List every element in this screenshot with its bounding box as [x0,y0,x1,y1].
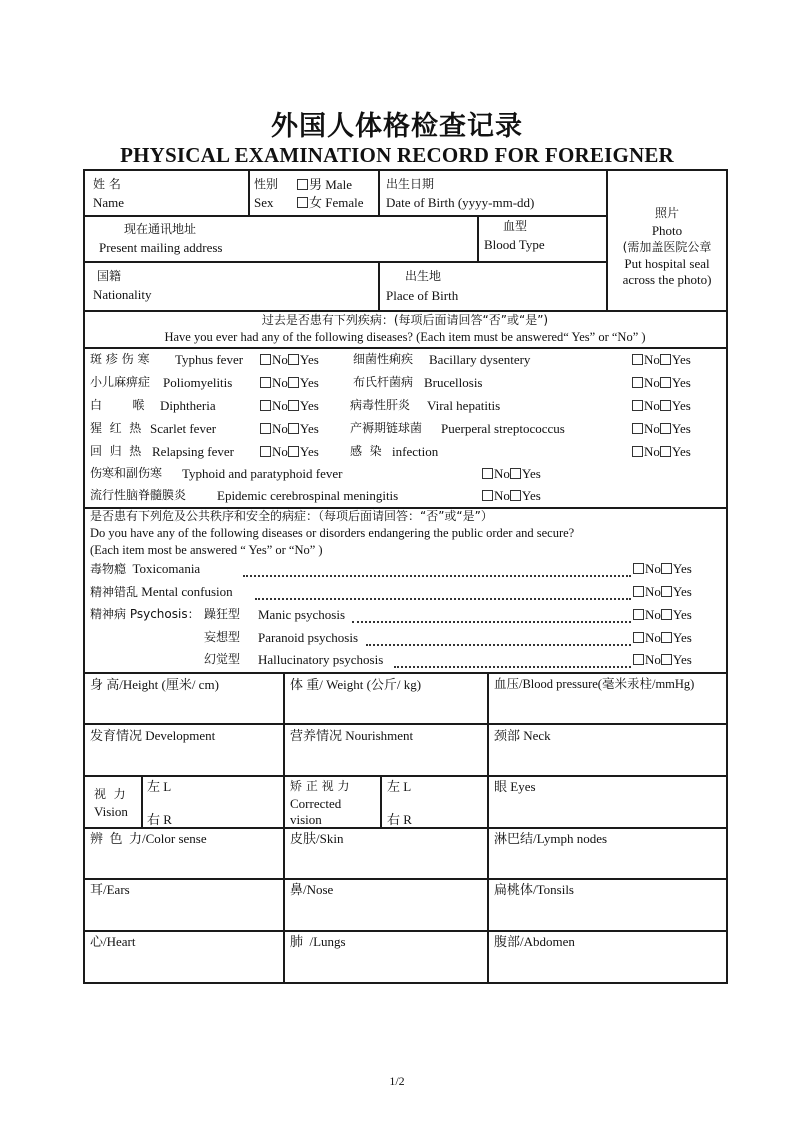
condition-name-en: Toxicomania [132,561,201,576]
leader-dots [352,604,631,623]
checkbox-icon[interactable] [661,563,672,574]
corrected-left-field[interactable]: 左 L [387,779,412,794]
condition-name-cn: 幻觉型 [204,652,241,666]
photo-note-cn: (需加盖医院公章 [622,240,712,254]
yes-label: Yes [672,561,692,576]
yes-label: Yes [299,421,319,436]
no-label: No [494,488,510,503]
no-label: No [272,352,288,367]
yes-label: Yes [671,375,691,390]
checkbox-icon[interactable] [660,446,671,457]
dob-label-en: Date of Birth (yyyy-mm-dd) [386,195,535,210]
disease-name-en: Puerperal streptococcus [441,421,565,436]
lymph-nodes-field[interactable]: 淋巴结/Lymph nodes [494,831,608,846]
disease-header-cn: 过去是否患有下列疾病：(每项后面请回答“否”或“是”) [261,313,549,327]
checkbox-icon[interactable] [632,423,643,434]
sex-female-checkbox[interactable] [297,194,364,211]
disease-answer[interactable] [632,351,691,368]
disease-answer[interactable] [260,443,319,460]
photo-label-en: Photo [651,223,683,238]
vision-label-en: Vision [94,804,128,819]
checkbox-icon[interactable] [660,377,671,388]
checkbox-icon[interactable] [661,609,672,620]
disease-answer[interactable] [632,443,691,460]
checkbox-icon[interactable] [288,377,299,388]
leader-dots [366,627,631,646]
disease-name-cn: 感 染 [350,444,382,458]
neck-field[interactable]: 颈部 Neck [494,728,551,743]
condition-answer[interactable] [633,606,692,623]
checkbox-icon[interactable] [661,632,672,643]
no-label: No [644,421,660,436]
checkbox-icon[interactable] [260,377,271,388]
checkbox-icon[interactable] [661,586,672,597]
no-label: No [645,561,661,576]
eyes-field[interactable]: 眼 Eyes [494,779,536,794]
checkbox-icon[interactable] [510,490,521,501]
checkbox-icon[interactable] [260,400,271,411]
condition-name-cn: 精神错乱 [90,585,139,599]
condition-answer[interactable] [633,651,692,668]
checkbox-icon[interactable] [632,354,643,365]
checkbox-icon[interactable] [288,423,299,434]
disease-name-cn: 斑 疹 伤 寒 [90,352,150,366]
photo-label-cn: 照片 [654,206,679,220]
disease-name-cn: 回 归 热 [90,444,142,458]
checkbox-icon[interactable] [288,354,299,365]
disease-answer[interactable] [632,420,691,437]
disease-name-cn: 病毒性肝炎 [350,398,411,412]
sex-male-label: 男 Male [309,177,352,192]
condition-name-cn: 毒物瘾 [90,562,127,576]
disease-answer[interactable] [260,351,319,368]
page-title-en: PHYSICAL EXAMINATION RECORD FOR FOREIGNER [120,143,674,167]
leader-dots [243,558,631,577]
disease-answer[interactable] [482,465,541,482]
color-sense-field[interactable]: 辨 色 力/Color sense [90,831,207,846]
checkbox-icon[interactable] [660,354,671,365]
checkbox-icon[interactable] [632,446,643,457]
checkbox-icon[interactable] [260,423,271,434]
nationality-label-en: Nationality [93,287,152,302]
condition-name-cn: 妄想型 [204,630,241,644]
public-order-header-en-1: Do you have any of the following diseases or disorders endangering the public order and secure? [90,526,575,540]
psychosis-prefix: 精神病 Psychosis： [90,607,200,621]
no-label: No [272,375,288,390]
yes-label: Yes [671,444,691,459]
yes-label: Yes [671,398,691,413]
disease-name-cn: 小儿麻痹症 [90,375,151,389]
yes-label: Yes [672,584,692,599]
leader-dots [394,649,631,668]
disease-name-en: Brucellosis [424,375,483,390]
disease-name-en: Diphtheria [160,398,216,413]
disease-answer[interactable] [260,420,319,437]
yes-label: Yes [671,352,691,367]
corrected-vision-label-en-1: Corrected [290,796,342,811]
abdomen-field[interactable]: 腹部/Abdomen [494,934,575,949]
nationality-label-cn: 国籍 [97,269,122,283]
disease-name-cn: 布氏杆菌病 [353,375,414,389]
no-label: No [644,375,660,390]
ears-field[interactable]: 耳/Ears [90,882,130,897]
disease-name-en: Bacillary dysentery [429,352,531,367]
no-label: No [644,444,660,459]
skin-field[interactable]: 皮肤/Skin [290,831,344,846]
birthplace-label-en: Place of Birth [386,288,459,303]
vision-label-cn: 视 力 [94,787,126,801]
disease-answer[interactable] [632,374,691,391]
yes-label: Yes [671,421,691,436]
disease-name-en: Epidemic cerebrospinal meningitis [217,488,399,503]
checkbox-icon[interactable] [288,400,299,411]
checkbox-icon[interactable] [260,354,271,365]
disease-name-cn: 白 喉 [90,398,145,412]
condition-answer[interactable] [633,583,692,600]
no-label: No [494,466,510,481]
corrected-vision-label-cn: 矫 正 视 力 [290,779,350,793]
photo-note-en-1: Put hospital seal [624,256,710,271]
disease-answer[interactable] [632,397,691,414]
checkbox-icon[interactable] [633,654,644,665]
blood-type-label-cn: 血型 [503,219,528,233]
corrected-right-field[interactable]: 右 R [387,812,412,827]
no-label: No [644,352,660,367]
page-number: 1/2 [389,1074,405,1088]
checkbox-icon[interactable] [482,468,493,479]
checkbox-icon[interactable] [510,468,521,479]
disease-name-cn: 猩 红 热 [90,421,142,435]
public-order-header-en-2: (Each item most be answered “ Yes” or “No” ) [90,543,323,557]
disease-name-cn: 伤寒和副伤寒 [90,466,163,480]
checkbox-icon[interactable] [632,377,643,388]
birthplace-label-cn: 出生地 [405,269,442,283]
no-label: No [645,607,661,622]
checkbox-icon[interactable] [633,609,644,620]
no-label: No [272,398,288,413]
condition-name-en: Manic psychosis [258,607,346,622]
nose-field[interactable]: 鼻/Nose [290,882,334,897]
name-label-en: Name [93,195,125,210]
no-label: No [272,421,288,436]
yes-label: Yes [672,607,692,622]
checkbox-icon[interactable] [632,400,643,411]
checkbox-icon[interactable] [633,632,644,643]
development-field[interactable]: 发育情况 Development [90,728,216,743]
disease-answer[interactable] [482,487,541,504]
checkbox-icon [297,179,308,190]
no-label: No [644,398,660,413]
height-field[interactable]: 身 高/Height (厘米/ cm) [90,677,219,692]
sex-female-label: 女 Female [309,195,364,210]
no-label: No [645,630,661,645]
yes-label: Yes [299,444,319,459]
address-label-en: Present mailing address [99,240,223,255]
condition-label [90,560,200,578]
yes-label: Yes [521,488,541,503]
yes-label: Yes [299,398,319,413]
disease-answer[interactable] [260,374,319,391]
disease-name-cn: 细菌性痢疾 [353,352,414,366]
checkbox-icon[interactable] [633,563,644,574]
checkbox-icon[interactable] [660,423,671,434]
disease-name-en: Relapsing fever [152,444,234,459]
condition-answer[interactable] [633,629,692,646]
vision-left-field[interactable]: 左 L [147,779,172,794]
tonsils-field[interactable]: 扁桃体/Tonsils [494,882,574,897]
disease-name-en: Viral hepatitis [427,398,501,413]
page-title-cn: 外国人体格检查记录 [271,111,523,142]
disease-name-en: Typhoid and paratyphoid fever [182,466,343,481]
yes-label: Yes [672,630,692,645]
disease-name-cn: 流行性脑脊髓膜炎 [90,488,187,502]
checkbox-icon[interactable] [288,446,299,457]
condition-name-en: Paranoid psychosis [258,630,359,645]
sex-label-cn: 性别 [254,177,279,191]
dob-label-cn: 出生日期 [386,177,435,191]
no-label: No [645,584,661,599]
checkbox-icon[interactable] [260,446,271,457]
condition-label [90,583,233,601]
photo-note-en-2: across the photo) [622,272,712,287]
disease-name-en: infection [392,444,439,459]
checkbox-icon[interactable] [633,586,644,597]
no-label: No [272,444,288,459]
public-order-header-cn: 是否患有下列危及公共秩序和安全的病症：（每项后面请回答：“否”或“是”） [90,509,493,523]
checkbox-icon [297,197,308,208]
blood-pressure-field[interactable]: 血压/Blood pressure(毫米汞柱/mmHg) [494,677,695,691]
sex-male-checkbox[interactable] [297,176,352,193]
yes-label: Yes [672,652,692,667]
disease-name-en: Scarlet fever [150,421,217,436]
lungs-field[interactable]: 肺 /Lungs [290,934,346,949]
disease-name-en: Typhus fever [175,352,244,367]
condition-name-cn: 躁狂型 [204,607,241,621]
disease-name-en: Poliomyelitis [163,375,233,390]
corrected-vision-label-en-2: vision [290,812,322,827]
disease-answer[interactable] [260,397,319,414]
vision-right-field[interactable]: 右 R [147,812,172,827]
yes-label: Yes [521,466,541,481]
checkbox-icon[interactable] [482,490,493,501]
yes-label: Yes [299,375,319,390]
disease-header-en: Have you ever had any of the following diseases? (Each item must be answered“ Yes” or “No” ) [164,330,646,344]
disease-name-cn: 产褥期链球菌 [350,421,423,435]
blood-type-label-en: Blood Type [484,237,545,252]
checkbox-icon[interactable] [661,654,672,665]
sex-label-en: Sex [254,195,274,210]
checkbox-icon[interactable] [660,400,671,411]
yes-label: Yes [299,352,319,367]
heart-field[interactable]: 心/Heart [90,934,136,949]
condition-name-en: Mental confusion [141,584,233,599]
name-label-cn: 姓 名 [93,177,121,191]
condition-name-en: Hallucinatory psychosis [258,652,384,667]
weight-field[interactable]: 体 重/ Weight (公斤/ kg) [290,677,422,692]
address-label-cn: 现在通讯地址 [124,222,197,236]
no-label: No [645,652,661,667]
condition-answer[interactable] [633,560,692,577]
nourishment-field[interactable]: 营养情况 Nourishment [290,728,414,743]
leader-dots [255,581,631,600]
